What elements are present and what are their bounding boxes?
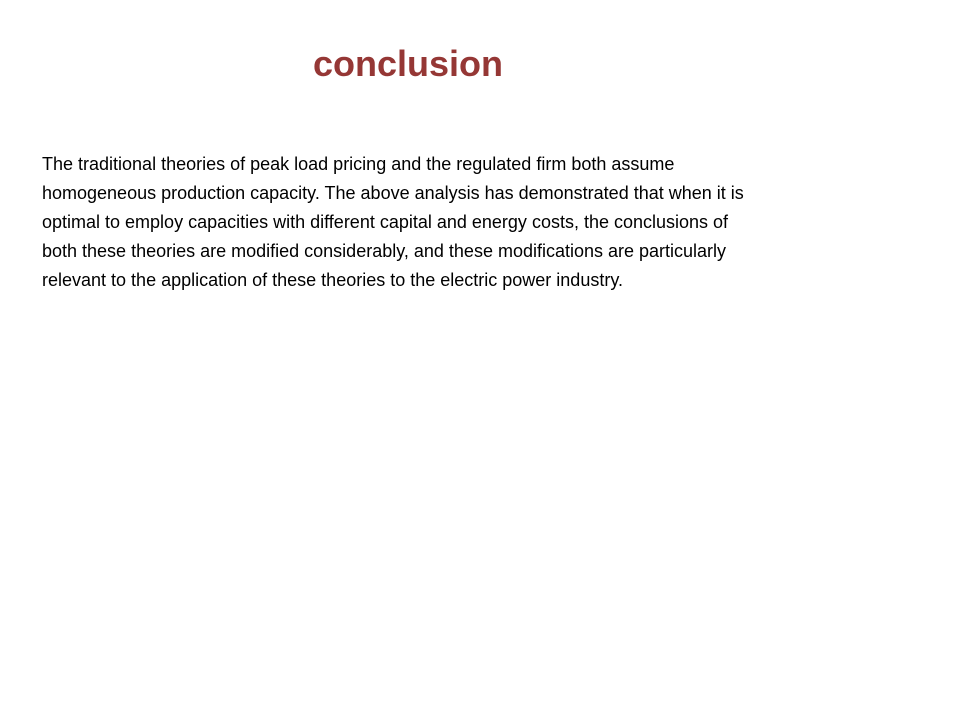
body-paragraph — [42, 150, 922, 295]
body-line: homogeneous production capacity. The above analysis has demonstrated that when it is — [42, 183, 744, 203]
body-line: The traditional theories of peak load pricing and the regulated firm both assume — [42, 154, 675, 174]
body-line: relevant to the application of these theories to the electric power industry. — [42, 270, 623, 290]
slide-title: conclusion — [312, 43, 504, 84]
body-line: optimal to employ capacities with different capital and energy costs, the conclusions of — [42, 212, 729, 232]
body-line: both these theories are modified considerably, and these modifications are particularly — [42, 241, 727, 261]
